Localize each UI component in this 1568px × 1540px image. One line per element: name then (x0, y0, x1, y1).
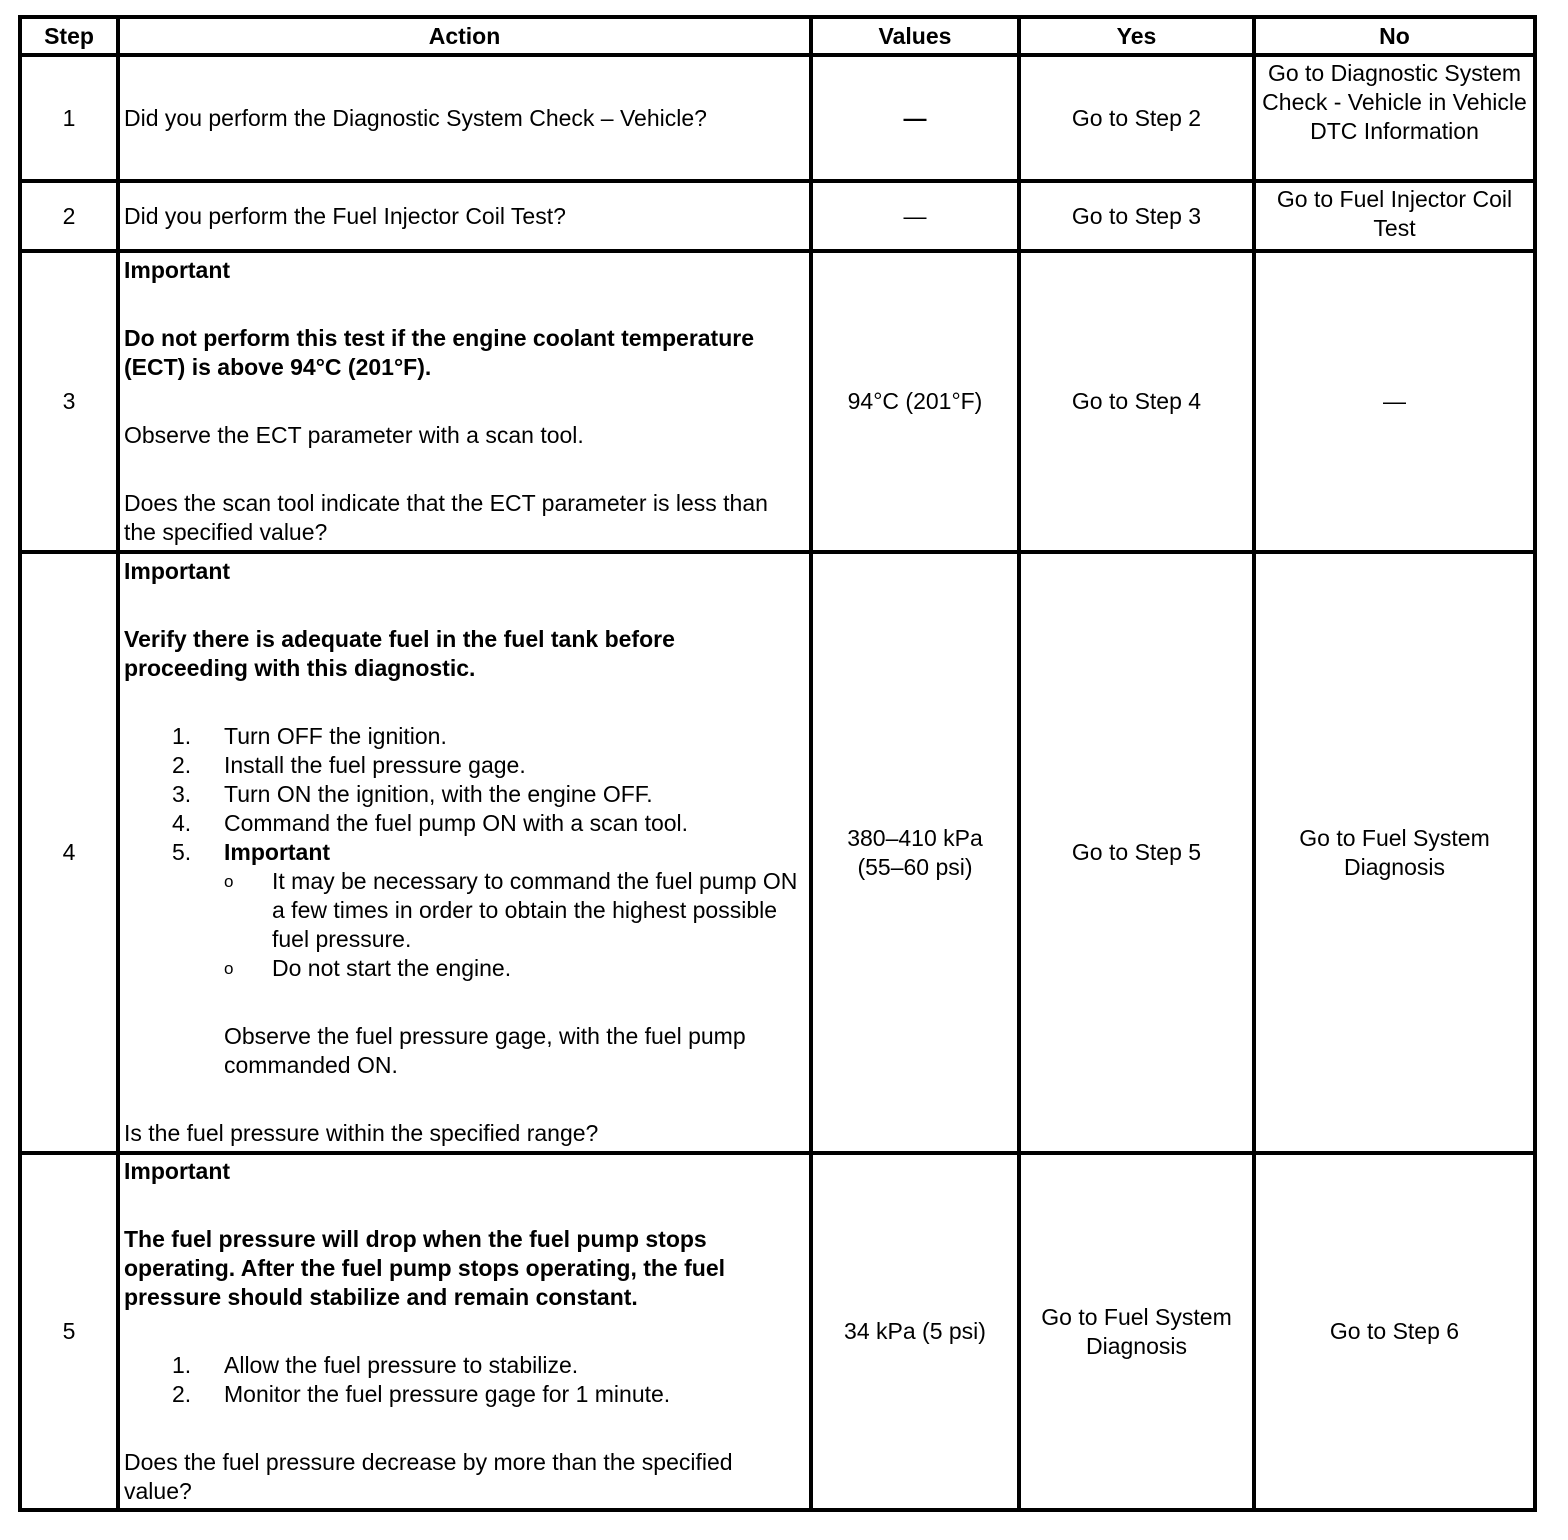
header-row (20, 17, 1535, 55)
step-number: 5 (20, 1153, 118, 1510)
value-cell (811, 552, 1019, 1153)
procedure-list (172, 1351, 805, 1409)
yes-cell: Go to Step 2 (1019, 55, 1254, 181)
table-row (20, 181, 1535, 251)
sub-bullet-list (224, 867, 805, 983)
procedure-list (172, 722, 805, 867)
value-cell: 34 kPa (5 psi) (811, 1153, 1019, 1510)
warning-text: The fuel pressure will drop when the fuel pump stops operating. After the fuel pump stops operating, the fuel pressure should stabilize and remain constant. (124, 1226, 725, 1310)
header-yes: Yes (1019, 17, 1254, 55)
list-item: o Do not start the engine. (224, 955, 512, 981)
instruction-text: Observe the ECT parameter with a scan tool. (124, 422, 584, 448)
value-text: — (903, 202, 927, 229)
action-question: Did you perform the Fuel Injector Coil Test? (124, 202, 566, 229)
action-cell (118, 1153, 811, 1510)
table-row (20, 552, 1535, 1153)
step-number: 3 (20, 251, 118, 552)
yes-cell: Go to Step 4 (1019, 251, 1254, 552)
important-label: Important (124, 558, 231, 584)
list-item: 2. Install the fuel pressure gage. (172, 752, 526, 778)
important-label: Important (124, 1158, 231, 1184)
yes-cell: Go to Step 5 (1019, 552, 1254, 1153)
value-cell (811, 181, 1019, 251)
step-number: 2 (20, 181, 118, 251)
table-row (20, 55, 1535, 181)
list-item: 1. Turn OFF the ignition. (172, 723, 447, 749)
table-row (20, 251, 1535, 552)
action-cell (118, 552, 811, 1153)
value-cell: 94°C (201°F) (811, 251, 1019, 552)
action-question: Does the scan tool indicate that the ECT parameter is less than the specified value? (124, 490, 768, 545)
no-cell: Go to Fuel System Diagnosis (1254, 552, 1535, 1153)
list-item: 2. Monitor the fuel pressure gage for 1 minute. (172, 1381, 671, 1407)
yes-cell: Go to Fuel System Diagnosis (1019, 1153, 1254, 1510)
no-cell: Go to Fuel Injector Coil Test (1254, 181, 1535, 251)
no-cell: Go to Step 6 (1254, 1153, 1535, 1510)
action-cell (118, 181, 811, 251)
action-question: Does the fuel pressure decrease by more than the specified value? (124, 1449, 733, 1504)
no-cell: Go to Diagnostic System Check - Vehicle in Vehicle DTC Information (1254, 55, 1535, 181)
warning-text: Do not perform this test if the engine coolant temperature (ECT) is above 94°C (201°F). (124, 325, 755, 380)
value-cell (811, 55, 1019, 181)
header-action: Action (118, 17, 811, 55)
yes-cell: Go to Step 3 (1019, 181, 1254, 251)
bullet-icon: o (224, 959, 234, 978)
action-cell (118, 55, 811, 181)
important-label: Important (124, 257, 231, 283)
header-values: Values (811, 17, 1019, 55)
list-item: 5. Important (172, 839, 331, 865)
list-item: 4. Command the fuel pump ON with a scan tool. (172, 810, 689, 836)
table-row (20, 1153, 1535, 1510)
action-question: Did you perform the Diagnostic System Check – Vehicle? (124, 104, 707, 131)
list-item: 1. Allow the fuel pressure to stabilize. (172, 1352, 579, 1378)
bullet-icon: o (224, 872, 234, 891)
warning-text: Verify there is adequate fuel in the fuel tank before proceeding with this diagnostic. (124, 626, 675, 681)
action-cell (118, 251, 811, 552)
header-step: Step (20, 17, 118, 55)
value-text: — (903, 104, 927, 131)
no-cell: — (1254, 251, 1535, 552)
value-line-1: 380–410 kPa (847, 824, 983, 851)
value-line-2: (55–60 psi) (857, 853, 973, 880)
list-item: 3. Turn ON the ignition, with the engine OFF. (172, 781, 653, 807)
list-item: o It may be necessary to command the fuel pump ON a few times in order to obtain the highest possible fuel pressure. (224, 868, 798, 952)
action-question: Is the fuel pressure within the specified range? (124, 1120, 599, 1146)
step-number: 4 (20, 552, 118, 1153)
header-no: No (1254, 17, 1535, 55)
observe-text: Observe the fuel pressure gage, with the fuel pump commanded ON. (224, 1023, 746, 1078)
diagnostic-table (18, 15, 1537, 1512)
step-number: 1 (20, 55, 118, 181)
